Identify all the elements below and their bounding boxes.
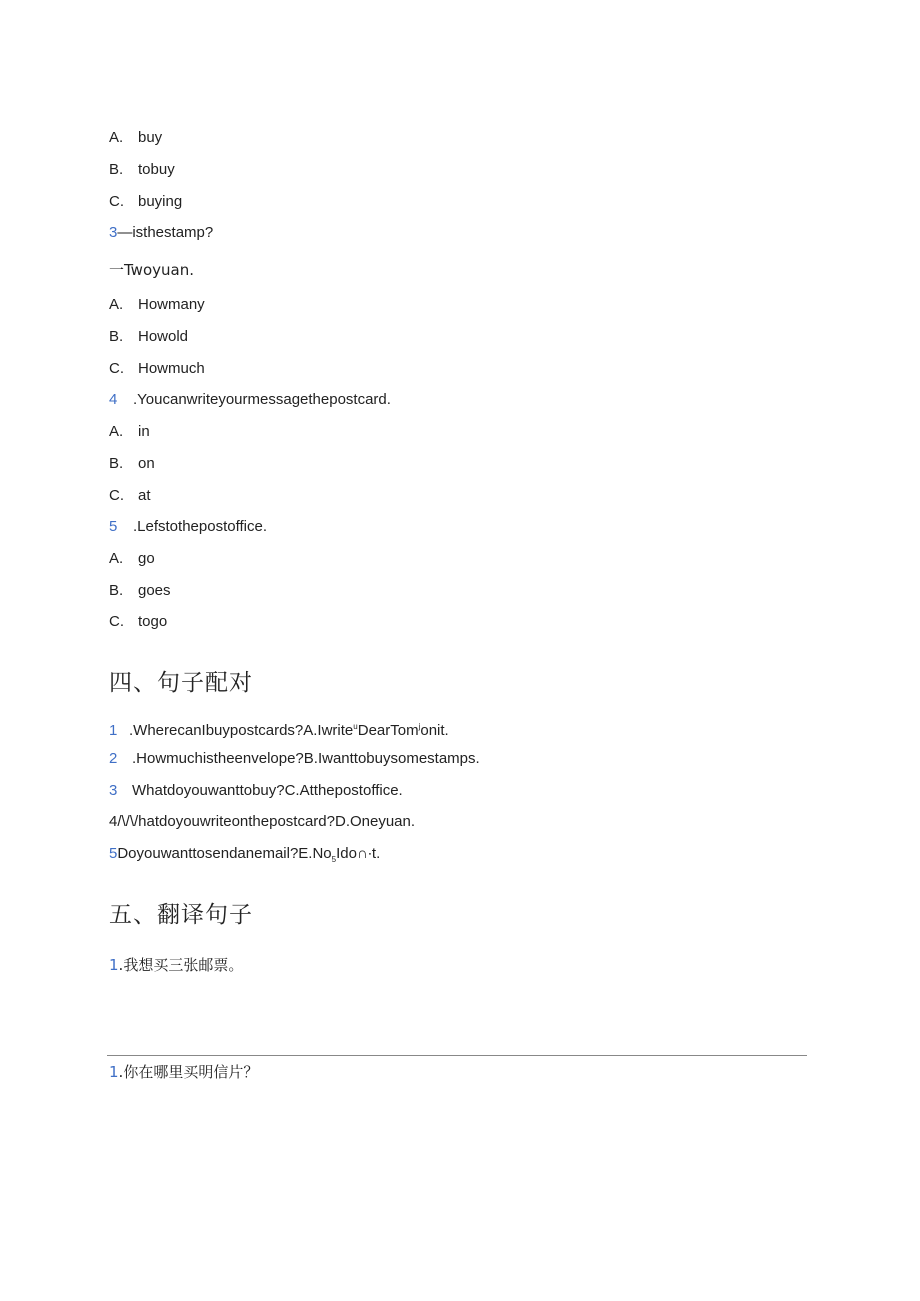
option-letter: A. <box>109 129 124 146</box>
option-a <box>109 550 155 568</box>
option-c <box>109 487 151 505</box>
item-text: j <box>418 722 421 731</box>
option-b <box>109 455 155 473</box>
item-number: 1 <box>109 722 118 739</box>
item-number: 3 <box>109 782 118 799</box>
option-a <box>109 129 162 147</box>
option-c <box>109 360 205 378</box>
option-text: Howold <box>138 328 189 345</box>
item-number: 1 <box>109 1063 119 1081</box>
item-text: Ido∩∙t. <box>336 845 381 862</box>
option-letter: A. <box>109 550 124 567</box>
item-text: .Howmuchistheenvelope?B.Iwanttobuysomestamps. <box>132 750 480 767</box>
question-number: 4 <box>109 391 118 408</box>
item-text: u <box>353 722 358 731</box>
option-text: at <box>138 487 151 504</box>
item-text: Doyouwanttosendanemail?E.No <box>117 845 332 862</box>
option-text: togo <box>138 613 168 630</box>
item-number: 1 <box>109 956 119 974</box>
option-text: tobuy <box>138 161 175 178</box>
question-3 <box>109 224 213 242</box>
answer-line <box>107 1055 807 1056</box>
option-b <box>109 328 188 346</box>
question-text: —isthestamp? <box>117 224 214 241</box>
option-c <box>109 193 182 211</box>
item-text: .我想买三张邮票。 <box>118 956 244 974</box>
question-text: .Youcanwriteyourmessagethepostcard. <box>133 391 391 408</box>
option-letter: B. <box>109 161 124 178</box>
item-text: DearTom <box>357 722 419 739</box>
item-text: .你在哪里买明信片？ <box>118 1063 259 1081</box>
section-heading: 五、翻译句子 <box>109 902 253 928</box>
option-letter: A. <box>109 423 124 440</box>
option-letter: C. <box>109 360 124 377</box>
option-letter: A. <box>109 296 124 313</box>
item-text: /\/\/hatdoyouwriteonthepostcard?D.Oneyuan. <box>117 813 416 830</box>
option-text: go <box>138 550 155 567</box>
question-number: 3 <box>109 224 118 241</box>
item-text: Whatdoyouwanttobuy?C.Atthepostoffice. <box>132 782 403 799</box>
translate-item-2 <box>109 1063 258 1081</box>
item-text: 5 <box>331 855 337 864</box>
option-b <box>109 161 175 179</box>
question-number: 5 <box>109 518 118 535</box>
option-letter: C. <box>109 193 124 210</box>
item-number: 5 <box>109 845 118 862</box>
option-letter: C. <box>109 613 124 630</box>
option-letter: B. <box>109 582 124 599</box>
translate-item-1 <box>109 956 243 974</box>
item-text: onit. <box>420 722 449 739</box>
match-item-3 <box>109 782 403 800</box>
option-b <box>109 582 171 600</box>
option-a <box>109 423 150 441</box>
match-item-5 <box>109 845 380 869</box>
option-text: Howmany <box>138 296 205 313</box>
match-item-4 <box>109 813 415 831</box>
option-a <box>109 296 205 314</box>
option-text: in <box>138 423 150 440</box>
option-letter: B. <box>109 328 124 345</box>
option-letter: B. <box>109 455 124 472</box>
option-text: on <box>138 455 155 472</box>
question-3-answer: 一Twoyuan. <box>109 261 194 279</box>
question-4 <box>109 391 391 409</box>
match-item-1 <box>109 718 449 740</box>
option-c <box>109 613 167 631</box>
option-text: buying <box>138 193 183 210</box>
option-text: goes <box>138 582 171 599</box>
question-5 <box>109 518 267 536</box>
item-number: 4 <box>109 813 118 830</box>
section-heading: 四、句子配对 <box>109 670 253 696</box>
option-text: Howmuch <box>138 360 205 377</box>
match-item-2 <box>109 750 480 768</box>
question-text: .Lefstothepostoffice. <box>133 518 267 535</box>
option-letter: C. <box>109 487 124 504</box>
item-number: 2 <box>109 750 118 767</box>
option-text: buy <box>138 129 163 146</box>
item-text: .WherecanIbuypostcards?A.Iwrite <box>129 722 354 739</box>
